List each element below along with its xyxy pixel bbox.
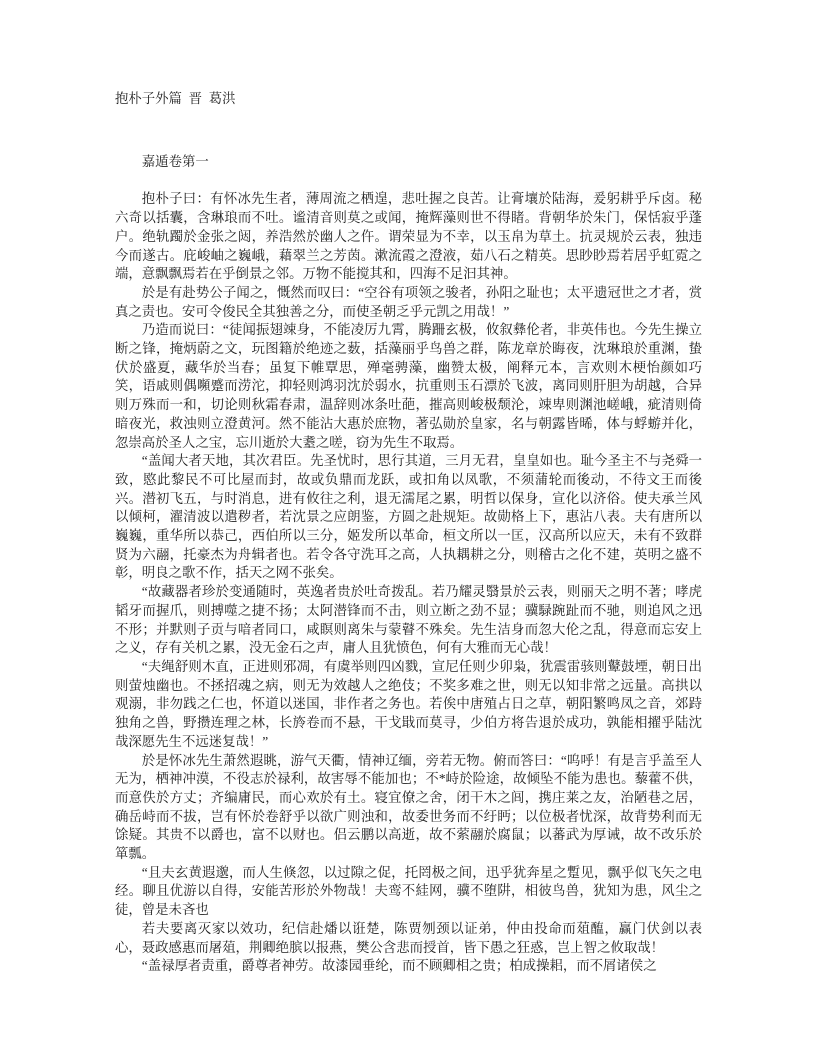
section-heading: 嘉遁卷第一 xyxy=(141,153,209,169)
paragraph: “且夫玄黄遐邈，而人生倏忽，以过隙之促，托罔极之间，迅乎犹奔星之蹔见，飘乎似飞矢之电经。聊且优游以自得，安能苦形於外物哉！夫鸾不絓网，骥不堕阱，相彼鸟兽，犹知为患，风尘之徒，曾是未吝也 xyxy=(115,864,702,918)
paragraph: 若夫要离灭家以效功，纪信赴燔以诳楚，陈贾刎颈以证弟，仲由投命而葅醢，赢门伏剑以表心，聂政感惠而屠葅，荆卿绝膑以报燕，樊公含悲而授首，皆下愚之狂惑，岂上智之攸取哉！ xyxy=(115,920,702,955)
paragraph: “故藏器者珍於变通随时，英逸者贵於吐奇拨乱。若乃耀灵翳景於云表，则丽天之明不著；哮虎韬牙而握爪，则搏噬之捷不扬；太阿潜锋而不击，则立断之劲不显；骥騄踠趾而不驰，则追风之迅不形；并默则子贡与喑者同口，咸瞑则离朱与蒙瞽不殊矣。先生洁身而忽大伦之乱，得意而忘安上之义，存有关机之累，没无金石之声，庸人且犹愤色，何有大雅而无心哉！ xyxy=(115,584,702,656)
paragraph: 於是有赴势公子闻之，慨然而叹曰：“空谷有项领之骏者，孙阳之耻也；太平遗冠世之才者，赏真之责也。安可令俊民全其独善之分，而使圣朝乏乎元凯之用哉！” xyxy=(115,284,702,319)
paragraphs xyxy=(115,190,702,976)
paragraph: 乃造而说曰：“徒闻振翅竦身，不能凌厉九霄，腾跚玄极，攸叙彝伦者，非英伟也。今先生操立断之锋，掩炳蔚之文，玩图籍於绝迹之薮，括藻丽乎鸟兽之群，陈龙章於晦夜，沈琳琅於重渊，蛰伏於盛夏，藏华於当春；虽复下帷覃思，殚毫骋藻，幽赞太极，阐释元本，言欢则木梗怡颜如巧笑，语戚则偶嚬蹙而涝沱，抑轻则鸿羽沈於弱水，抗重则玉石漂於飞波，离同则肝胆为胡越，合异则万殊而一和，切论则秋霜春肃，温辞则冰条吐葩，摧高则峻极颓沦，竦卑则渊池嵯峨，疵清则倚暗夜光，救浊则立澄黄河。然不能沾大惠於庶物，著弘勋於皇家，名与朝露皆晞，体与蜉蝣并化，忽崇高於圣人之宝，忘川逝於大耋之嗟，窃为先生不取焉。 xyxy=(115,322,702,450)
paragraph: 抱朴子曰：有怀冰先生者，薄周流之栖遑，悲吐握之良苦。让膏壤於陆海，爰躬耕乎斥卤。秘六奇以括囊，含琳琅而不吐。谧清音则莫之或闻，掩辉藻则世不得睹。背朝华於朱门，保恬寂乎蓬户。绝轨躅於金张之闼，养浩然於幽人之仵。谓荣显为不幸，以玉帛为草土。抗灵规於云表，独违今而遂古。庇峻岫之巍峨，藉翠兰之芳茵。漱流霞之澄液，茹八石之精英。思眇眇焉若居乎虹霓之端，意飘飘焉若在乎倒景之邻。万物不能搅其和，四海不足汩其神。 xyxy=(115,191,702,282)
paragraph: 於是怀冰先生萧然遐眺，游气天衢，情神辽缅，旁若无物。俯而答曰：“呜呼！有是言乎盖至人无为，栖神冲漠，不役志於禄利，故害辱不能加也；不*峙於险途，故倾坠不能为患也。藜藿不供，而意佚於方丈；齐编庸民，而心欢於有土。寝宜僚之舍，闭干木之闾，携庄莱之友，治陋巷之居，确岳峙而不拔，岂有怀於卷舒乎以欲广则浊和，故委世务而不纡眄；以位极者忧深，故背势利而无馀疑。其贵不以爵也，富不以财也。侣云鹏以高逝，故不萦翮於腐鼠；以蕃武为厚诫，故不改乐於箪瓢。 xyxy=(115,752,702,862)
paragraph: “盖禄厚者责重，爵尊者神劳。故漆园垂纶，而不顾卿相之贵；柏成操耜，而不屑诸侯之 xyxy=(141,958,657,974)
paragraph: “夫绳舒则木直，正进则邪凋，有虞举则四凶戮，宣尼任则少卯枭，犹震雷骇则鼙鼓堙，朝日出则萤烛幽也。不拯招魂之病，则无为效越人之绝伎；不奖多难之世，则无以知非常之远量。高拱以观溺，非勿践之仁也，怀道以迷国，非作者之务也。若俟中唐殖占日之草，朝阳繁鸣凤之音，郊跱独角之兽，野攒连理之林，长旍卷而不悬，干戈戢而莫寻，少伯方将告退於成功，孰能相擢乎陆沈哉深愿先生不远迷复哉！” xyxy=(115,658,702,749)
document-title: 抱朴子外篇 晋 葛洪 xyxy=(115,91,236,106)
paragraph: “盖闻大者天地，其次君臣。先圣忧时，思行其道，三月无君，皇皇如也。耻今圣主不与尧舜一致，愍此黎民不可比屋而封，故或负鼎而龙跃，或扣角以凤歌，不须蒲轮而後动，不待文王而後兴。潜初飞五，与时消息，进有攸往之利，退无濡尾之累，明哲以保身，宣化以济俗。使夫承兰风以倾柯，濯清波以遣秽者，若沈景之应朗鉴，方圆之赴规矩。故勋格上下，惠沾八表。夫有唐所以巍巍，重华所以恭己，西伯所以三分，姬发所以革命，桓文所以一匡，汉高所以应天，未有不致群贤为六翮，托豪杰为舟辑者也。若令各守洗耳之高，人执耦耕之分，则稽古之化不建，英明之盛不彰，明良之歌不作，括天之网不张矣。 xyxy=(115,453,702,581)
